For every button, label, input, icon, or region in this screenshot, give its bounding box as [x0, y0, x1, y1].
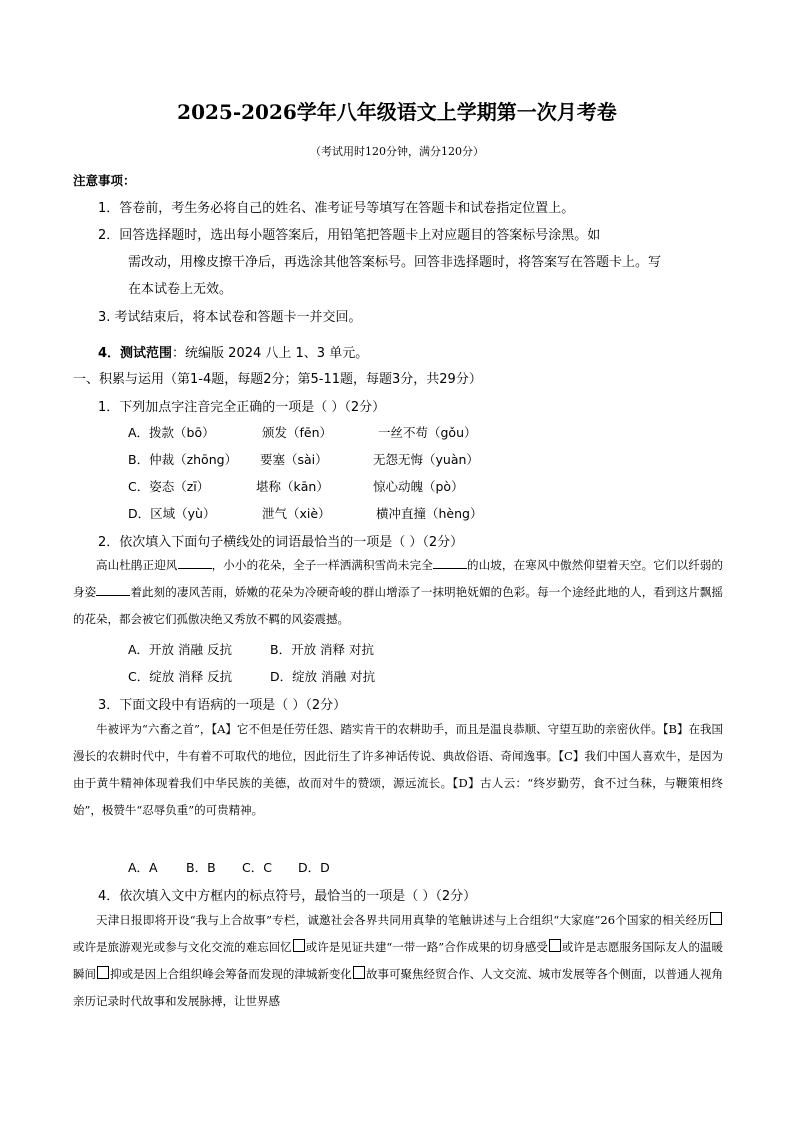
- question-2-passage: [73, 552, 723, 633]
- notice-item-2-end: 在本试卷上无效。: [128, 282, 233, 297]
- question-1-stem: 1．下列加点字注音完全正确的一项是（ ）（2分）: [98, 400, 386, 415]
- exam-duration-note: （考试用时120分钟，满分120分）: [310, 145, 484, 158]
- q4-passage-seg2: 或许是旅游观光或参与文化交流的难忘回忆: [73, 940, 292, 954]
- q2-blank-3: [96, 583, 130, 596]
- notice-item-1: 1．答卷前，考生务必将自己的姓名、准考证号等填写在答题卡和试卷指定位置上。: [98, 201, 575, 216]
- q4-punctuation-box-5: [353, 966, 365, 979]
- q4-punctuation-box-4: [97, 966, 109, 979]
- question-3-stem: 3．下面文段中有语病的一项是（ ）（2分）: [98, 698, 347, 713]
- notice-item-3: 3. 考试结束后，将本试卷和答题卡一并交回。: [98, 310, 362, 325]
- q4-punctuation-box-1: [710, 912, 722, 925]
- question-4-passage: [73, 907, 723, 1015]
- q1-option-a-word2: 颁发（fēn）: [262, 425, 333, 440]
- q4-passage-seg1: 天津日报即将开设“我与上合故事”专栏，诚邀社会各界共同用真挚的笔触讲述与上合组织“大家庭”26个国家的相关经历: [96, 913, 709, 927]
- q3-option-b: B．B: [186, 860, 216, 875]
- q1-option-d-word1: D．区域（yù）: [128, 506, 216, 521]
- q3-option-d: D．D: [298, 860, 330, 875]
- section-heading: 一、积累与运用（第1-4题，每题2分；第5-11题，每题3分，共29分）: [73, 372, 482, 387]
- notice-item-4: [98, 342, 368, 361]
- q1-option-b-word3: 无怨无悔（yuàn）: [373, 452, 479, 467]
- q2-option-b: B．开放 消释 对抗: [270, 642, 375, 657]
- notice-item-4-text: ：统编版 2024 八上 1、3 单元。: [172, 346, 369, 361]
- q1-option-b-word1: B．仲裁（zhōng）: [128, 452, 238, 467]
- q3-option-c: C．C: [242, 860, 272, 875]
- q4-passage-seg5: 抑或是因上合组织峰会筹备而发现的津城新变化: [110, 967, 352, 981]
- q4-passage-seg4: 或许是志愿服务国际友人的温暖瞬间: [73, 940, 723, 981]
- notice-heading: 注意事项：: [73, 173, 136, 188]
- q1-option-d-word3: 横冲直撞（hèng）: [376, 506, 483, 521]
- q2-passage-part4: 着此刻的凄风苦雨，娇嫩的花朵为冷硬奇峻的群山增添了一抹明艳妩媚的色彩。每一个途经此地的人，看到这片飘摇的花朵，都会被它们孤傲决绝又秀放不羁的风姿震撼。: [73, 585, 723, 626]
- q1-option-a-word1: A．拨款（bō）: [128, 425, 215, 440]
- q2-passage-part3: 的山坡，在寒风中傲然仰望着天空。它们以纤弱的身姿: [73, 558, 723, 599]
- q2-option-d: D．绽放 消融 对抗: [270, 669, 376, 684]
- question-2-stem: 2．依次填入下面句子横线处的词语最恰当的一项是（ ）（2分）: [98, 535, 464, 550]
- q4-passage-seg6: 故事可聚焦经贸合作、人文交流、城市发展等各个侧面，以普通人视角亲历记录时代故事和发展脉搏，让世界感: [73, 967, 724, 1008]
- q1-option-d-word2: 泄气（xiè）: [262, 506, 331, 521]
- q2-option-c: C．绽放 消释 反抗: [128, 669, 233, 684]
- question-4-stem: 4．依次填入文中方框内的标点符号，最恰当的一项是（ ）（2分）: [98, 889, 477, 904]
- q3-passage-text: 牛被评为“六畜之首”，【A】它不但是任劳任怨、踏实肯干的农耕助手，而且是温良恭顺、守望互助的亲密伙伴。【B】在我国漫长的农耕时代中，牛有着不可取代的地位，因此衍生了许多神话传说、典故俗语、奇闻逸事。【C】我们中国人喜欢牛，是因为由于黄牛精神体现着我们中华民族的美德，故而对牛的赞颂，源远流长。【D】古人云：“终岁勤劳，食不过刍秣，与鞭策相终始”，极赞牛“忍辱负重”的可贵精神。: [73, 722, 723, 817]
- q4-passage-seg3: 或许是见证共建“一带一路”合作成果的切身感受: [305, 940, 548, 954]
- q1-option-c-word1: C．姿态（zī）: [128, 479, 210, 494]
- q2-option-a: A．开放 消融 反抗: [128, 642, 232, 657]
- notice-item-2-cont: 需改动，用橡皮擦干净后，再选涂其他答案标号。回答非选择题时，将答案写在答题卡上。写: [128, 255, 662, 270]
- notice-item-2: 2．回答选择题时，选出每小题答案后，用铅笔把答题卡上对应题目的答案标号涂黑。如: [98, 228, 601, 243]
- q1-option-c-word2: 堪称（kān）: [256, 479, 329, 494]
- q3-option-a: A．A: [128, 860, 158, 875]
- q4-punctuation-box-2: [293, 939, 305, 952]
- q1-option-a-word3: 一丝不苟（gǒu）: [378, 425, 477, 440]
- q1-option-b-word2: 要塞（sài）: [260, 452, 328, 467]
- q4-punctuation-box-3: [549, 939, 561, 952]
- q2-passage-part1: 高山杜鹃正迎风: [96, 558, 178, 572]
- q2-blank-2: [433, 556, 467, 569]
- page-title: 2025-2026学年八年级语文上学期第一次月考卷: [177, 100, 617, 124]
- q2-blank-1: [178, 556, 212, 569]
- q2-passage-part2: ，小小的花朵，全子一样洒满积雪尚未完全: [211, 558, 433, 572]
- question-3-passage: [73, 716, 723, 824]
- notice-item-4-label: 4．测试范围: [98, 346, 173, 361]
- q1-option-c-word3: 惊心动魄（pò）: [373, 479, 464, 494]
